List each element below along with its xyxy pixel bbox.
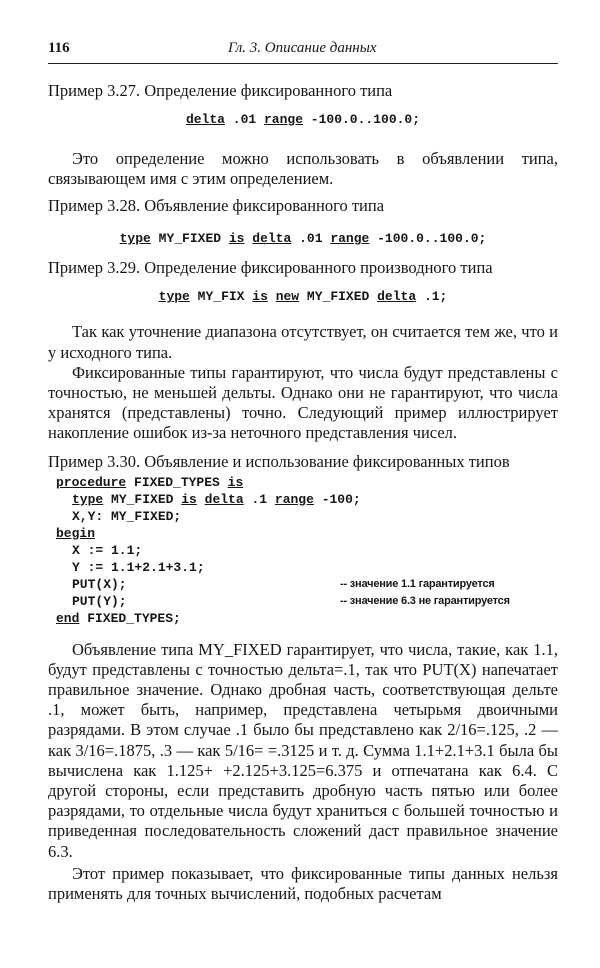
- code-comment: -- значение 1.1 гарантируется: [340, 577, 495, 590]
- paragraph-fixed-types: Фиксированные типы гарантируют, что числа будут представлены с точностью, не меньшей дельты. Однако они не гарантируют, что числа хранятся (представлены) точно. Следующий пример иллюстрирует накопление ошибок из-за неточного представления чисел.: [48, 362, 558, 443]
- keyword: is: [227, 474, 244, 490]
- paragraph-conclusion: Этот пример показывает, что фиксированные типы данных нельзя применять для точных вычислений, подобных расчетам: [48, 863, 558, 904]
- example-3-27-text: Это определение можно использовать в объявлении типа, связывающем имя с этим определением.: [48, 149, 558, 189]
- code-text: MY_FIXED: [299, 289, 378, 305]
- code-text: .01: [291, 231, 331, 247]
- code-text: MY_FIXED: [150, 231, 229, 247]
- keyword: is: [252, 289, 268, 305]
- paragraph-explanation: Объявление типа MY_FIXED гарантирует, что числа, такие, как 1.1, будут представлены с точностью дельта=.1, так что PUT(X) напечатает правильное значение. Однако дробная часть, соответствующая дельте .1, может быть, например, представлена четырьмя двоичными разрядами. В этом случае .1 было бы представлено как 2/16=.125, .2 — как 3/16=.1875, .3 — как 5/16= =.3125 и т. д. Сумма 1.1+2.1+3.1 была бы вычислена как 1.125+ +2.125+3.125=6.375 и отпечатана как 6.4. С другой стороны, если представить дробную часть пятью или более разрядами, то отдельные числа будут храниться с большей точностью и приведенная последовательность сложений даст правильное значение 6.3.: [48, 639, 558, 861]
- code-text: -100.0..100.0;: [303, 112, 421, 127]
- keyword: range: [263, 112, 303, 127]
- example-3-30-listing: [48, 474, 558, 630]
- keyword: is: [181, 491, 197, 507]
- example-3-28-code: [48, 230, 558, 248]
- code-text: MY_FIX: [189, 289, 253, 305]
- example-3-29-code: [48, 288, 558, 306]
- page-header: [48, 40, 558, 62]
- running-head: Гл. 3. Описание данных: [228, 40, 377, 56]
- code-line: PUT(X);: [72, 576, 127, 592]
- code-line: Y := 1.1+2.1+3.1;: [72, 559, 205, 575]
- code-comment: -- значение 6.3 не гарантируется: [340, 594, 510, 607]
- keyword: delta: [185, 112, 225, 127]
- code-text: .01: [224, 112, 264, 127]
- paragraph-range: Так как уточнение диапазона отсутствует, он считается тем же, что и у исходного типа.: [48, 322, 558, 362]
- code-text: FIXED_TYPES;: [79, 610, 181, 626]
- example-3-29-title: Пример 3.29. Определение фиксированного производного типа: [48, 258, 493, 278]
- example-3-28-title: Пример 3.28. Объявление фиксированного типа: [48, 196, 385, 216]
- code-text: MY_FIXED: [103, 491, 182, 507]
- keyword: new: [275, 289, 300, 305]
- code-text: [197, 492, 205, 507]
- code-text: .1: [243, 491, 275, 507]
- book-page: [48, 40, 558, 904]
- example-3-27-code: [48, 111, 558, 129]
- page-number: 116: [48, 40, 70, 56]
- code-line: [72, 491, 361, 509]
- keyword: range: [330, 231, 370, 247]
- keyword: type: [158, 289, 190, 305]
- code-text: -100.0..100.0;: [369, 231, 487, 247]
- code-text: [268, 289, 276, 304]
- code-text: .1;: [416, 289, 448, 305]
- example-3-30-title: Пример 3.30. Объявление и использование фиксированных типов: [48, 451, 510, 471]
- code-line: PUT(Y);: [72, 593, 127, 609]
- keyword: is: [228, 231, 245, 247]
- code-line: X,Y: MY_FIXED;: [72, 508, 182, 524]
- keyword: delta: [204, 491, 244, 507]
- keyword: delta: [252, 231, 292, 247]
- code-text: -100;: [313, 491, 361, 507]
- code-text: FIXED_TYPES: [126, 474, 228, 490]
- code-line: [56, 610, 181, 628]
- keyword: range: [274, 491, 314, 507]
- code-line: X := 1.1;: [72, 542, 143, 558]
- keyword: procedure: [56, 474, 127, 490]
- code-line: [56, 474, 243, 492]
- example-3-27-title: Пример 3.27. Определение фиксированного типа: [48, 81, 393, 100]
- keyword: delta: [377, 289, 417, 305]
- keyword: type: [119, 231, 151, 247]
- keyword: type: [72, 491, 104, 507]
- header-rule: [48, 63, 558, 64]
- code-line-keyword: begin: [56, 525, 96, 541]
- keyword: end: [56, 610, 80, 626]
